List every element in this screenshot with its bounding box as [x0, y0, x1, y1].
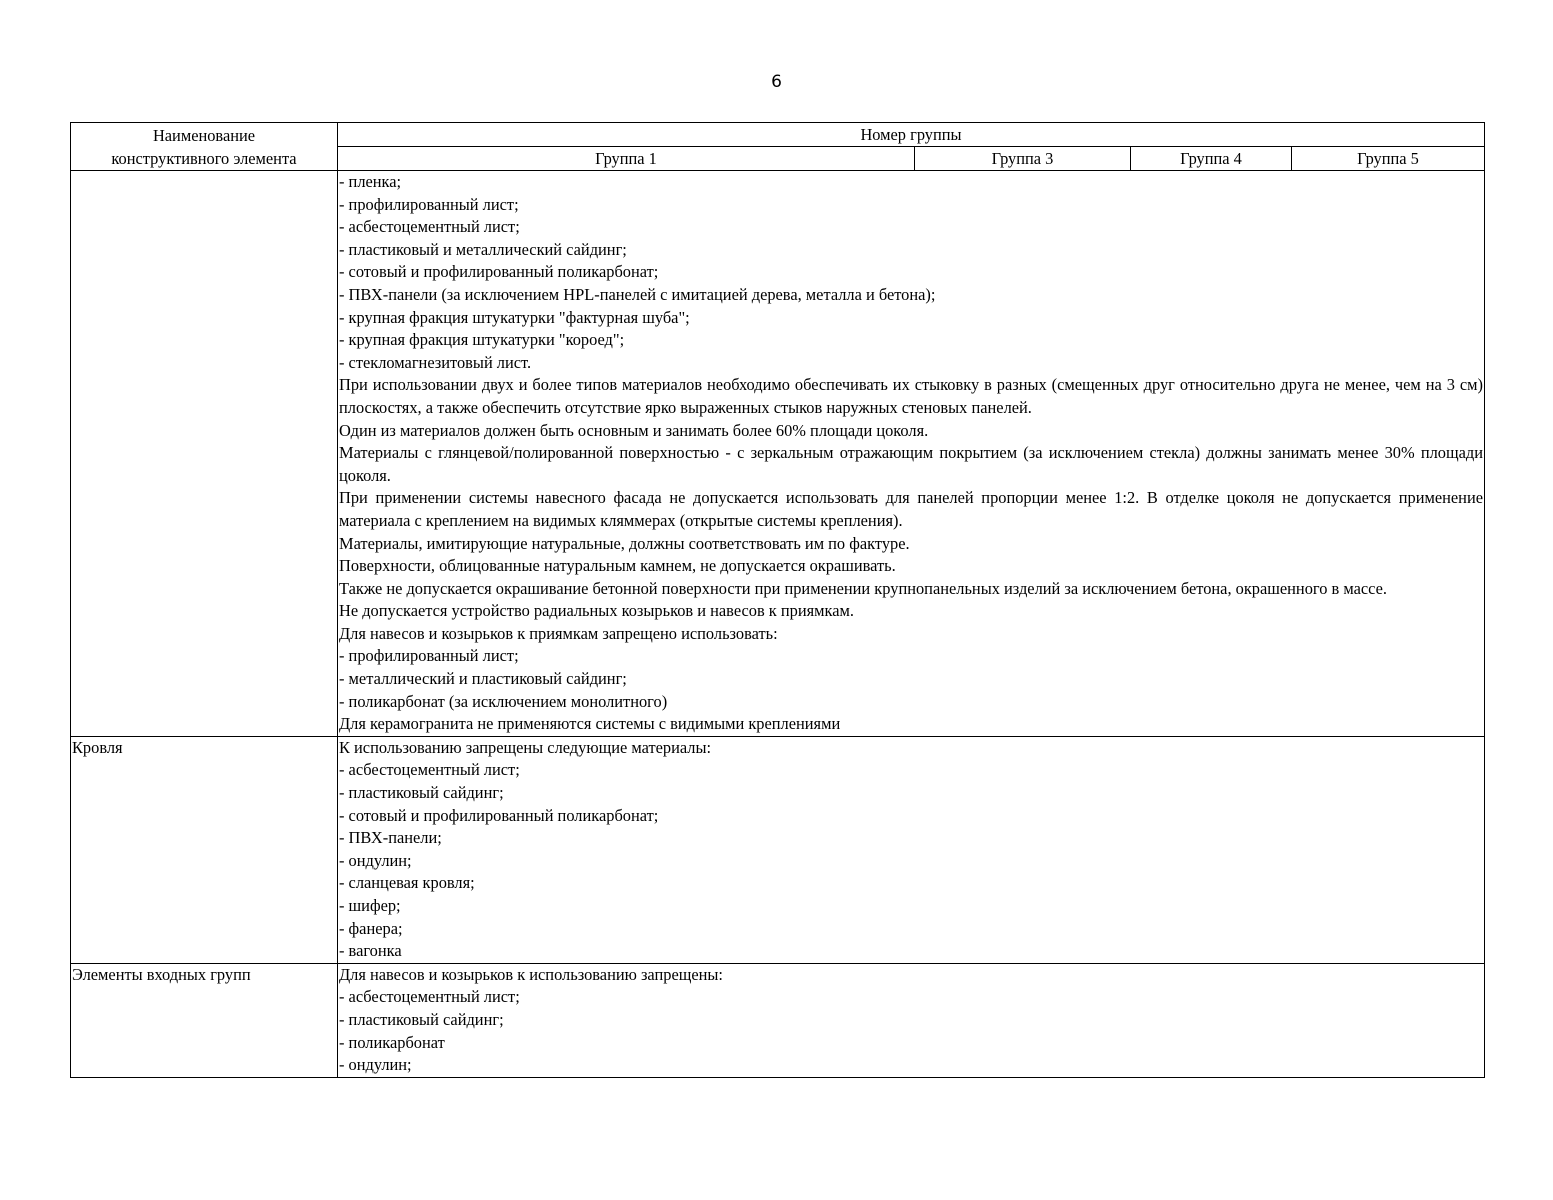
requirement-line: - сланцевая кровля; [339, 873, 475, 893]
element-name-cell: Кровля [71, 736, 338, 963]
header-element-name-line2: конструктивного элемента [111, 148, 297, 168]
header-element-name [71, 123, 338, 171]
requirement-line: - ондулин; [339, 850, 412, 870]
requirement-line: Материалы с глянцевой/полированной поверхностью - с зеркальным отражающим покрытием (за исключением стекла) должны занимать менее 30% площади цоколя. [339, 443, 1483, 485]
requirement-line: - поликарбонат [339, 1032, 445, 1052]
requirement-line: Не допускается устройство радиальных козырьков и навесов к приямкам. [339, 601, 854, 621]
requirement-line: - стекломагнезитовый лист. [339, 352, 532, 372]
requirements-cell [338, 171, 1485, 737]
requirement-line: - фанера; [339, 918, 403, 938]
requirement-line: - крупная фракция штукатурки "короед"; [339, 330, 625, 350]
header-group-1: Группа 1 [338, 147, 915, 171]
requirements-cell [338, 736, 1485, 963]
page-number: 6 [771, 72, 782, 92]
requirement-line: - асбестоцементный лист; [339, 760, 520, 780]
requirement-line: Материалы, имитирующие натуральные, должны соответствовать им по фактуре. [339, 533, 910, 553]
requirement-line: - ондулин; [339, 1055, 412, 1075]
header-group-3: Группа 3 [915, 147, 1131, 171]
requirement-line: - шифер; [339, 896, 401, 915]
requirement-line: - профилированный лист; [339, 646, 519, 666]
requirement-line: Также не допускается окрашивание бетонной поверхности при применении крупнопанельных изделий за исключением бетона, окрашенного в массе. [339, 578, 1387, 598]
requirement-line: - сотовый и профилированный поликарбонат; [339, 805, 659, 825]
requirement-line: - поликарбонат (за исключением монолитного) [339, 691, 668, 711]
requirement-line: - ПВХ-панели; [339, 828, 442, 848]
table-row [71, 736, 1485, 963]
requirements-cell [338, 963, 1485, 1077]
table-row [71, 171, 1485, 737]
requirement-line: - крупная фракция штукатурки "фактурная шуба"; [339, 307, 690, 327]
requirement-line: - металлический и пластиковый сайдинг; [339, 669, 627, 689]
requirement-line: - пластиковый сайдинг; [339, 783, 504, 803]
header-group-4: Группа 4 [1131, 147, 1292, 171]
requirements-table [70, 122, 1485, 1078]
element-name-cell: Элементы входных групп [71, 963, 338, 1077]
requirement-line: Для навесов и козырьков к использованию запрещены: [339, 964, 723, 984]
requirement-line: Поверхности, облицованные натуральным камнем, не допускается окрашивать. [339, 556, 896, 576]
requirement-line: - пластиковый и металлический сайдинг; [339, 239, 627, 259]
requirement-line: - асбестоцементный лист; [339, 987, 520, 1007]
requirement-line: Один из материалов должен быть основным и занимать более 60% площади цоколя. [339, 420, 929, 440]
requirement-line: - профилированный лист; [339, 194, 519, 214]
requirement-line: При использовании двух и более типов материалов необходимо обеспечивать их стыковку в разных (смещенных друг относительно друга не менее, чем на 3 см) плоскостях, а также обеспечить отсутствие ярко выраженных стыков наружных стеновых панелей. [339, 375, 1483, 417]
header-group-5: Группа 5 [1292, 147, 1485, 171]
requirement-line: - пленка; [339, 172, 402, 191]
element-name-cell [71, 171, 338, 737]
requirement-line: Для навесов и козырьков к приямкам запрещено использовать: [339, 623, 778, 643]
requirement-line: Для керамогранита не применяются системы с видимыми креплениями [339, 714, 841, 734]
requirement-line: - сотовый и профилированный поликарбонат; [339, 262, 659, 282]
requirement-line: - ПВХ-панели (за исключением HPL-панелей с имитацией дерева, металла и бетона); [339, 284, 936, 304]
requirement-line: - вагонка [339, 941, 402, 961]
requirement-line: При применении системы навесного фасада не допускается использовать для панелей пропорции менее 1:2. В отделке цоколя не допускается применение материала с креплением на видимых кляммерах (открытые системы крепления). [339, 488, 1483, 530]
requirement-line: - асбестоцементный лист; [339, 217, 520, 237]
header-row [71, 123, 1485, 147]
header-group-number: Номер группы [338, 123, 1485, 147]
table-row [71, 963, 1485, 1077]
requirement-line: К использованию запрещены следующие материалы: [339, 737, 712, 757]
header-element-name-line1: Наименование [152, 125, 256, 145]
requirement-line: - пластиковый сайдинг; [339, 1009, 504, 1029]
